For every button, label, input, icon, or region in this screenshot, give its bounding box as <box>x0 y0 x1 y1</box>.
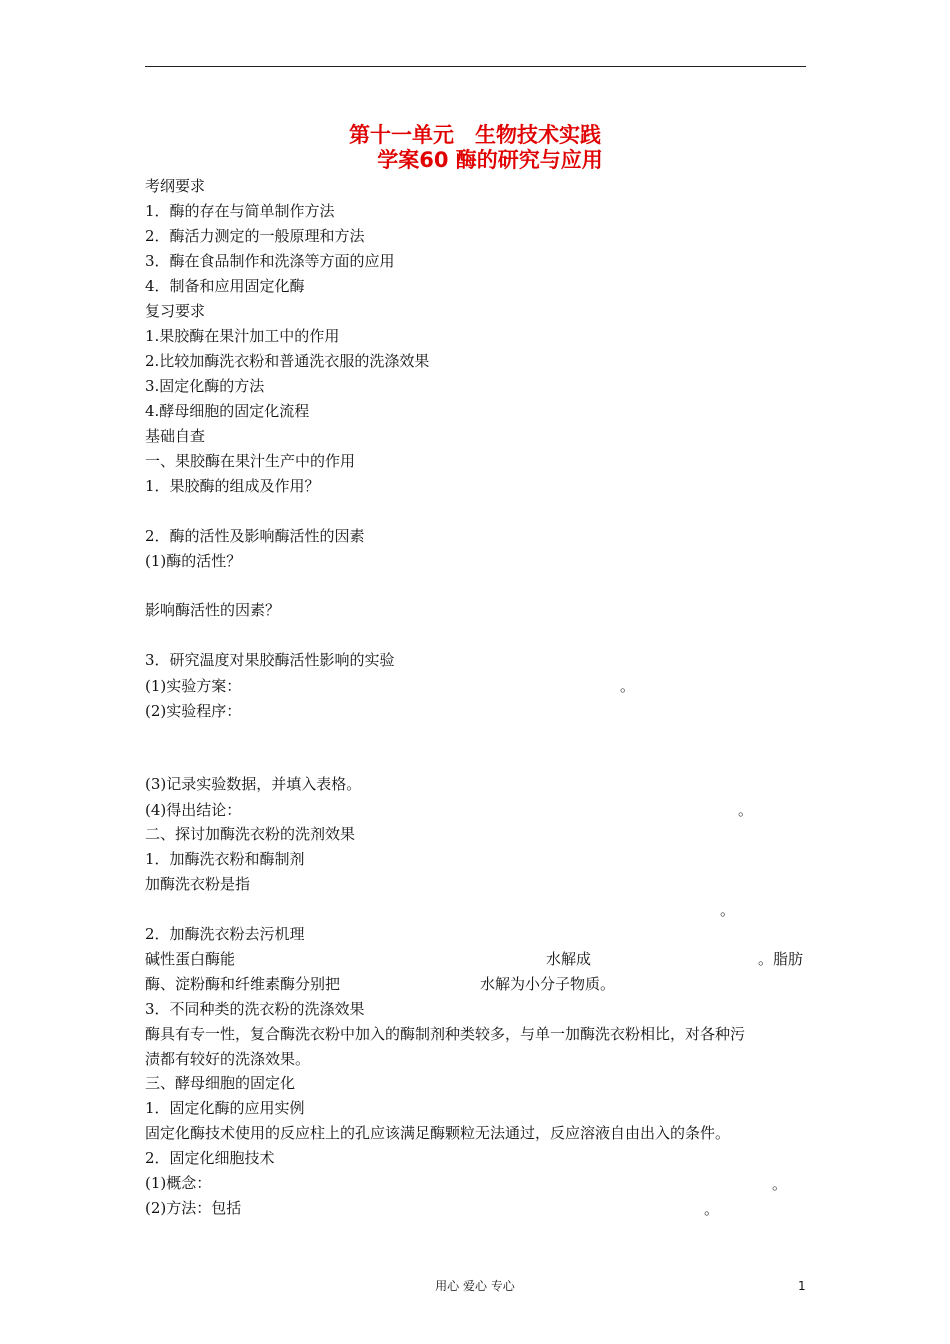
review-item-2: 2.比较加酶洗衣粉和普通洗衣服的洗涤效果 <box>145 352 430 370</box>
section2-q2b-start: 酶、淀粉酶和纤维素酶分别把 <box>145 975 341 993</box>
lesson-title: 学案60 酶的研究与应用 <box>377 148 603 172</box>
review-item-3: 3.固定化酶的方法 <box>145 377 265 395</box>
page-number: 1 <box>798 1279 806 1293</box>
section2-q3a: 酶具有专一性，复合酶洗衣粉中加入的酶制剂种类较多，与单一加酶洗衣粉相比，对各种污 <box>145 1025 746 1043</box>
syllabus-item-4: 4．制备和应用固定化酶 <box>145 277 305 295</box>
header-rule <box>145 66 806 67</box>
section3-q2: 2．固定化细胞技术 <box>145 1149 275 1167</box>
section2-q2b-end: 水解为小分子物质。 <box>480 975 616 993</box>
period-mark: 。 <box>620 677 636 695</box>
section2-q1a: 加酶洗衣粉是指 <box>145 875 251 893</box>
period-mark: 。 <box>704 1200 720 1218</box>
review-item-4: 4.酵母细胞的固定化流程 <box>145 402 310 420</box>
section2-q2a-mid: 水解成 <box>546 950 592 968</box>
section3-q1: 1．固定化酶的应用实例 <box>145 1099 305 1117</box>
section1-q3b: (2)实验程序： <box>145 702 242 720</box>
period-mark: 。 <box>738 801 754 819</box>
section2-q1: 1．加酶洗衣粉和酶制剂 <box>145 850 305 868</box>
section1-title: 一、果胶酶在果汁生产中的作用 <box>145 452 356 470</box>
section1-q3d: (4)得出结论： <box>145 801 242 819</box>
section2-title: 二、探讨加酶洗衣粉的洗剂效果 <box>145 825 356 843</box>
section2-q3: 3．不同种类的洗衣粉的洗涤效果 <box>145 1000 365 1018</box>
section2-q2: 2．加酶洗衣粉去污机理 <box>145 925 305 943</box>
section1-q3a: (1)实验方案： <box>145 677 242 695</box>
section2-q3b: 渍都有较好的洗涤效果。 <box>145 1050 311 1068</box>
review-item-1: 1.果胶酶在果汁加工中的作用 <box>145 327 340 345</box>
section1-q3: 3．研究温度对果胶酶活性影响的实验 <box>145 651 395 669</box>
unit-title: 第十一单元 生物技术实践 <box>349 123 601 147</box>
syllabus-item-2: 2．酶活力测定的一般原理和方法 <box>145 227 365 245</box>
syllabus-item-3: 3．酶在食品制作和洗涤等方面的应用 <box>145 252 395 270</box>
footer-motto: 用心 爱心 专心 <box>435 1279 515 1293</box>
basics-heading: 基础自查 <box>145 427 206 445</box>
section1-q1: 1．果胶酶的组成及作用？ <box>145 477 320 495</box>
syllabus-heading: 考纲要求 <box>145 177 206 195</box>
section1-q2b: 影响酶活性的因素？ <box>145 601 281 619</box>
section2-q2a-start: 碱性蛋白酶能 <box>145 950 236 968</box>
period-mark: 。 <box>720 901 736 919</box>
period-mark: 。 <box>772 1175 788 1193</box>
section1-q2a: (1)酶的活性？ <box>145 552 242 570</box>
section3-title: 三、酵母细胞的固定化 <box>145 1074 296 1092</box>
section2-q2a-end: 。脂肪 <box>758 950 804 968</box>
section3-q2b: (2)方法：包括 <box>145 1199 242 1217</box>
section3-q1a: 固定化酶技术使用的反应柱上的孔应该满足酶颗粒无法通过，反应溶液自由出入的条件。 <box>145 1124 731 1142</box>
section1-q3c: (3)记录实验数据，并填入表格。 <box>145 775 362 793</box>
section1-q2: 2．酶的活性及影响酶活性的因素 <box>145 527 365 545</box>
section3-q2a: (1)概念： <box>145 1174 212 1192</box>
review-heading: 复习要求 <box>145 302 206 320</box>
syllabus-item-1: 1．酶的存在与简单制作方法 <box>145 202 335 220</box>
